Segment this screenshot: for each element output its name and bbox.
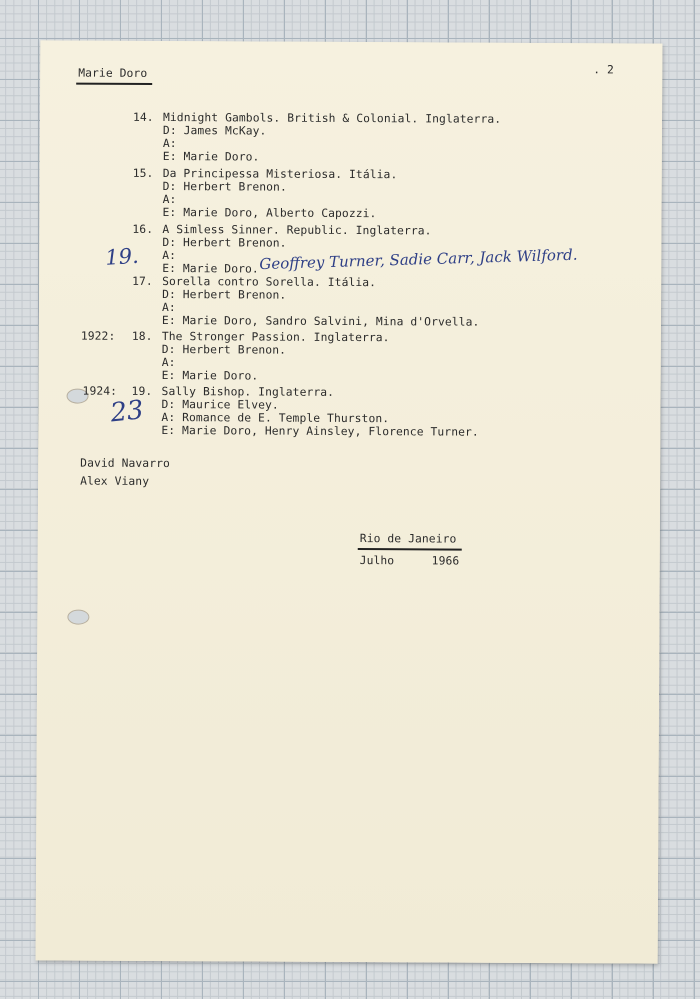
entry-cast: E: Marie Doro. (162, 262, 259, 276)
entry-director: D: Maurice Elvey. (161, 398, 279, 412)
entry-cast: E: Marie Doro. (162, 150, 260, 164)
entry-cast: E: Marie Doro. (161, 369, 259, 383)
entry-number: 19. (131, 384, 153, 398)
document-page (36, 40, 663, 963)
entry-director: D: Herbert Brenon. (162, 288, 287, 302)
entry-number: 15. (132, 166, 154, 180)
entry-director: D: James McKay. (162, 124, 267, 138)
entry-title: Da Principessa Misteriosa. Itália. (162, 167, 398, 182)
entry-number: 18. (131, 329, 153, 343)
header-name: Marie Doro (78, 66, 148, 80)
entry-author: A: (162, 137, 177, 151)
entry-author: A: (162, 249, 177, 263)
place-city: Rio de Janeiro (359, 532, 457, 546)
entry-author: A: (161, 301, 176, 315)
entry-cast: E: Marie Doro, Sandro Salvini, Mina d'Orvella. (161, 314, 480, 329)
place-underline (358, 548, 462, 551)
entry-cast: E: Marie Doro, Alberto Capozzi. (162, 206, 377, 221)
author-name: David Navarro (80, 456, 170, 471)
entry-author: A: (162, 193, 177, 207)
header-underline (76, 83, 152, 85)
author-name: Alex Viany (80, 474, 150, 488)
entry-title: Sally Bishop. Inglaterra. (161, 385, 335, 399)
handwritten-cast-addition: Geoffrey Turner, Sadie Carr, Jack Wilford. (259, 245, 578, 274)
entry-director: D: Herbert Brenon. (162, 236, 287, 250)
entry-author: A: Romance de E. Temple Thurston. (161, 411, 390, 426)
entry-title: The Stronger Passion. Inglaterra. (161, 330, 390, 345)
date-year: 1966 (431, 554, 460, 568)
handwritten-number-19: 19. (104, 243, 140, 270)
entry-director: D: Herbert Brenon. (161, 343, 287, 357)
punch-hole (67, 610, 89, 625)
entry-title: Sorella contro Sorella. Itália. (162, 275, 377, 290)
entry-title: A Simless Sinner. Republic. Inglaterra. (162, 223, 432, 238)
date-month: Julho (359, 554, 395, 568)
page-number: . 2 (593, 63, 615, 77)
entry-number: 17. (132, 274, 153, 288)
entry-year: 1924: (82, 384, 118, 398)
entry-author: A: (161, 356, 176, 370)
entry-number: 16. (132, 222, 154, 236)
handwritten-number-23: 23 (109, 395, 145, 429)
entry-cast: E: Marie Doro, Henry Ainsley, Florence Turner. (161, 424, 479, 439)
entry-number: 14. (132, 110, 154, 124)
entry-title: Midnight Gambols. British & Colonial. Inglaterra. (162, 111, 502, 126)
entry-director: D: Herbert Brenon. (162, 180, 287, 194)
entry-year: 1922: (80, 329, 116, 343)
